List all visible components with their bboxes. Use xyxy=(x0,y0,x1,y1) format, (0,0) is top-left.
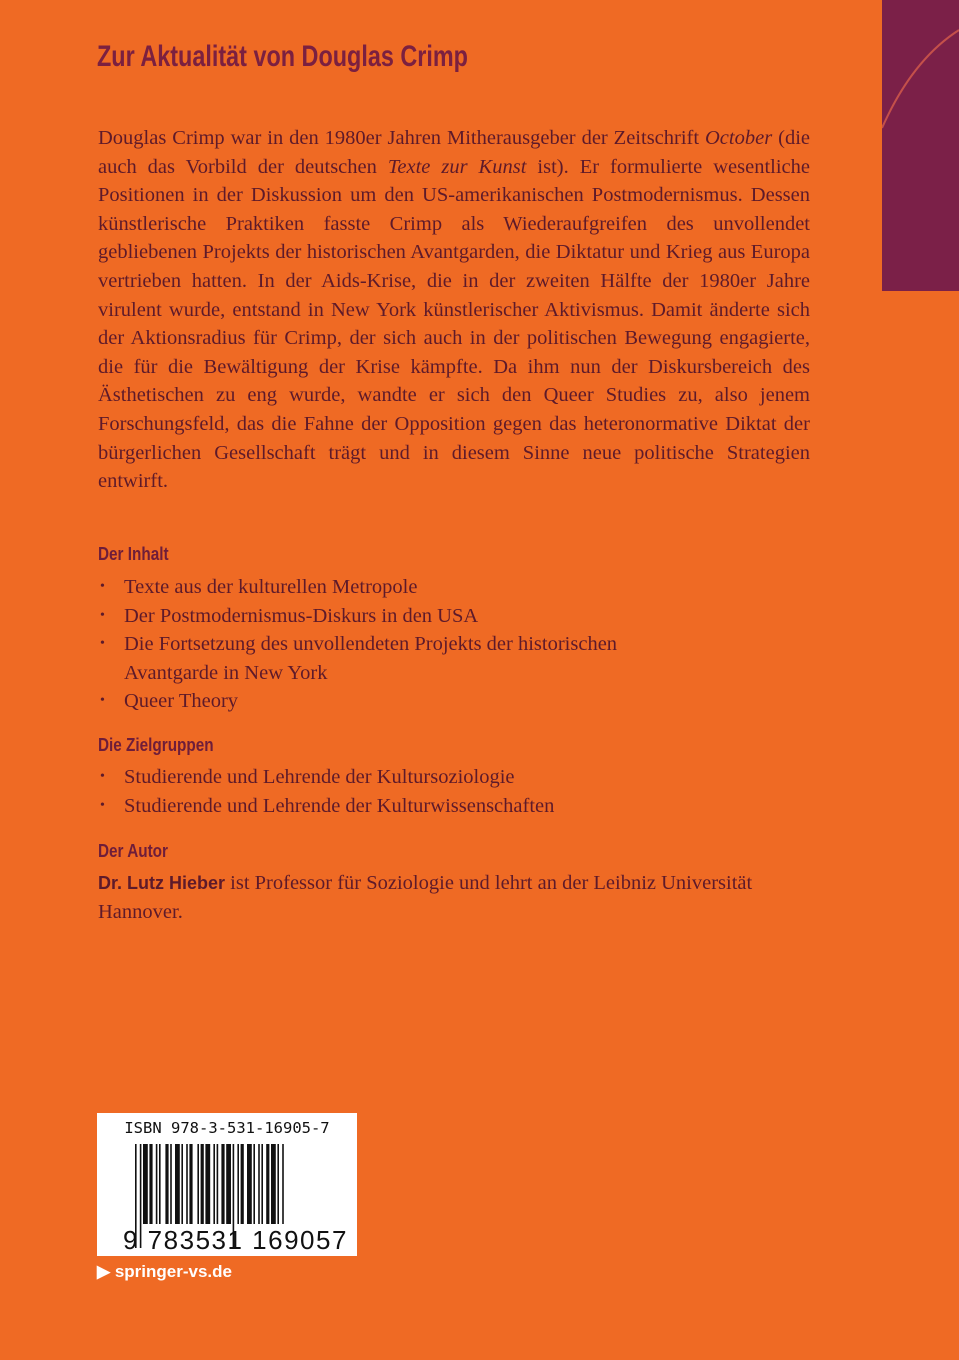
barcode-bar xyxy=(266,1144,269,1224)
heading-autor: Der Autor xyxy=(98,841,168,861)
intro-italic-october: October xyxy=(705,127,773,149)
list-item: • Studierende und Lehrende der Kulturwissenschaften xyxy=(98,792,810,821)
heading-zielgruppen: Die Zielgruppen xyxy=(98,735,214,755)
publisher-url: springer-vs.de xyxy=(114,1262,232,1281)
zielgruppen-list xyxy=(98,763,810,820)
barcode-bar xyxy=(156,1144,158,1224)
barcode-bar xyxy=(189,1144,192,1224)
intro-text: ist). Er formulierte wesentliche Positionen in der Diskussion um den US-amerikanischen Postmodernismus. Dessen künstlerische Praktiken fasste Crimp als Wiederaufgreifen des unvollendet gebliebenen Projekts der historischen Avantgarden, die Diktatur und Krieg aus Europa vertrieben hatten. In der Aids-Krise, die in der zweiten Hälfte der 1980er Jahre virulent wurde, entstand in New York künstlerischer Aktivismus. Damit änderte sich der Aktionsradius für Crimp, der sich auch in der politischen Bewegung engagierte, die für die Bewältigung der Krise kämpfte. Da ihm nun der Diskursbereich des Ästhetischen zu eng wurde, wandte er sich den Queer Studies zu, also jenem Forschungsfeld, das die Fahne der Opposition gegen das heteronormative Diktat der bürgerlichen Gesellschaft trägt und in diesem Sinne neue politische Strategien entwirft. xyxy=(98,155,810,493)
heading-inhalt: Der Inhalt xyxy=(98,544,169,564)
barcode-bar xyxy=(201,1144,204,1224)
isbn-barcode xyxy=(97,1113,357,1256)
barcode-bar xyxy=(271,1144,276,1224)
intro-text: Douglas Crimp war in den 1980er Jahren Mitherausgeber der Zeitschrift xyxy=(98,127,705,149)
author-bio xyxy=(98,869,810,926)
list-item: • Studierende und Lehrende der Kultursoziologie xyxy=(98,763,810,792)
barcode-bar xyxy=(205,1144,210,1224)
barcode-bar xyxy=(175,1144,180,1224)
decorative-corner-panel xyxy=(882,0,959,291)
barcode-bar xyxy=(217,1144,219,1224)
barcode-bar xyxy=(282,1144,284,1224)
barcode-bar xyxy=(149,1144,152,1224)
barcode-bar xyxy=(253,1144,255,1224)
list-item: • Queer Theory xyxy=(98,687,810,716)
barcode-bar xyxy=(143,1144,148,1224)
list-item: • Texte aus der kulturellen Metropole xyxy=(98,573,810,602)
barcode-bar xyxy=(247,1144,252,1224)
publisher-link[interactable] xyxy=(97,1262,232,1282)
list-item: • Die Fortsetzung des unvollendeten Projekts der historischen Avantgarde in New York xyxy=(98,630,810,687)
barcode-bar xyxy=(261,1144,263,1224)
play-triangle-icon: ▶ xyxy=(97,1262,111,1281)
intro-paragraph xyxy=(98,124,810,496)
list-item: • Der Postmodernismus-Diskurs in den USA xyxy=(98,602,810,631)
page-title: Zur Aktualität von Douglas Crimp xyxy=(97,40,468,73)
author-name: Dr. Lutz Hieber xyxy=(98,873,226,893)
barcode-bar xyxy=(237,1144,239,1224)
barcode-bar xyxy=(165,1144,168,1224)
isbn-label: ISBN 978-3-531-16905-7 xyxy=(124,1119,330,1137)
barcode-bar xyxy=(197,1144,199,1224)
barcode-bar xyxy=(221,1144,224,1224)
barcode-bar xyxy=(226,1144,231,1224)
barcode-bar xyxy=(181,1144,183,1224)
inhalt-list xyxy=(98,573,810,716)
barcode-bar xyxy=(186,1144,188,1224)
barcode-bar xyxy=(159,1144,161,1224)
intro-text: (die auch das Vorbild der deutschen xyxy=(98,127,810,178)
author-text: ist Professor für Soziologie und lehrt an der Leibniz Universität Hannover. xyxy=(98,872,753,923)
barcode-digits: 9 783531 169057 xyxy=(123,1225,348,1255)
barcode-bar xyxy=(241,1144,244,1224)
barcode-bar xyxy=(213,1144,215,1224)
arc-decoration xyxy=(882,0,959,291)
barcode-bar xyxy=(258,1144,260,1224)
intro-italic-texte-zur-kunst: Texte zur Kunst xyxy=(387,155,527,178)
barcode-bar xyxy=(277,1144,279,1224)
barcode-bar xyxy=(170,1144,172,1224)
